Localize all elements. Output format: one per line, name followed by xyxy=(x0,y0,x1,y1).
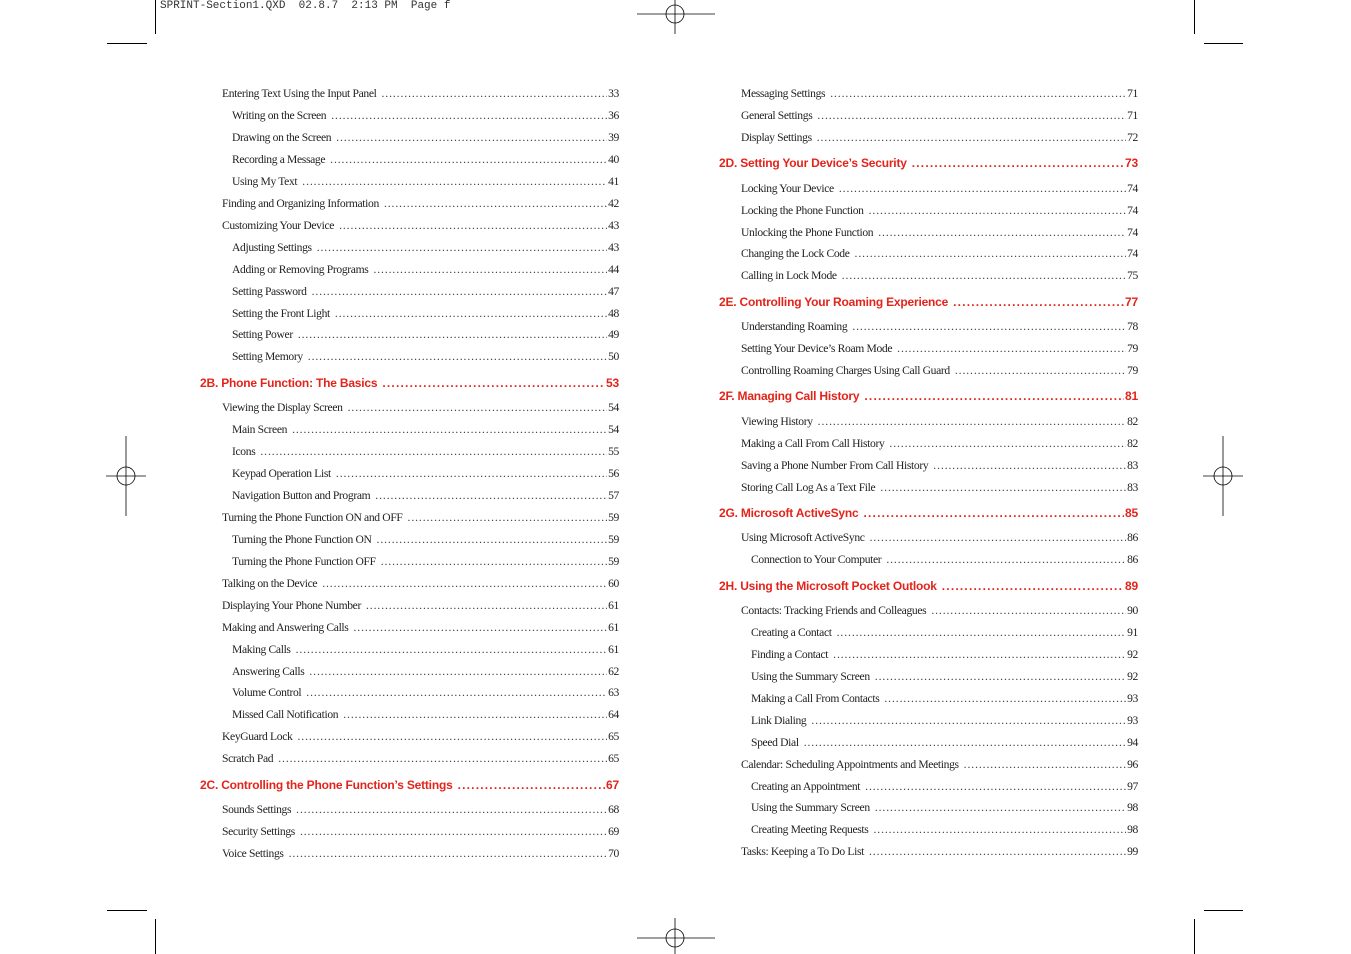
toc-entry xyxy=(232,532,619,548)
toc-entry xyxy=(751,625,1138,641)
toc-page-number: 77 xyxy=(1125,294,1138,309)
toc-entry xyxy=(232,152,619,168)
toc-page-number: 79 xyxy=(1127,364,1138,377)
registration-mark-bottom-icon xyxy=(637,918,715,954)
toc-page-number: 86 xyxy=(1127,531,1138,545)
toc-entry xyxy=(741,757,1138,773)
toc-page-number: 42 xyxy=(608,196,619,210)
toc-entry-title: Navigation Button and Program xyxy=(232,488,375,504)
toc-entry xyxy=(222,218,619,234)
toc-entry-title: Using Microsoft ActiveSync xyxy=(741,530,870,546)
toc-page-number: 62 xyxy=(608,664,619,678)
toc-section-heading xyxy=(719,505,1138,521)
toc-leader-dots xyxy=(955,363,1126,379)
toc-entry-title: Using My Text xyxy=(232,174,302,190)
toc-leader-dots xyxy=(289,846,608,862)
toc-leader-dots xyxy=(297,729,607,745)
toc-entry xyxy=(232,284,619,300)
crop-mark-br-horizontal xyxy=(1204,910,1243,911)
toc-page-number: 63 xyxy=(608,686,619,700)
toc-page-number: 59 xyxy=(608,554,619,568)
print-slug: SPRINT-Section1.QXD 02.8.7 2:13 PM Page f xyxy=(160,0,451,12)
crop-mark-tl-vertical xyxy=(155,0,156,34)
toc-leader-dots xyxy=(878,225,1126,241)
toc-leader-dots xyxy=(308,349,607,365)
toc-entry xyxy=(232,327,619,343)
toc-entry-title: Turning the Phone Function ON xyxy=(232,532,377,548)
toc-entry xyxy=(741,436,1138,452)
toc-leader-dots xyxy=(384,196,607,212)
toc-leader-dots xyxy=(852,319,1126,335)
toc-page-number: 61 xyxy=(608,598,619,612)
toc-entry xyxy=(751,647,1138,663)
toc-entry-title: Locking Your Device xyxy=(741,181,839,197)
toc-entry-title: Speed Dial xyxy=(751,735,804,751)
toc-entry-title: Setting Your Device’s Roam Mode xyxy=(741,341,897,357)
toc-entry-title: Creating an Appointment xyxy=(751,779,865,795)
toc-entry-title: Adding or Removing Programs xyxy=(232,262,373,278)
toc-entry-title: Scratch Pad xyxy=(222,751,278,767)
toc-entry-title: 2G. Microsoft ActiveSync xyxy=(719,505,863,521)
toc-page-number: 55 xyxy=(608,445,619,458)
toc-leader-dots xyxy=(296,802,607,818)
toc-entry xyxy=(751,691,1138,707)
toc-entry-title: General Settings xyxy=(741,108,817,124)
toc-section-heading xyxy=(719,155,1138,171)
toc-page-number: 81 xyxy=(1125,389,1138,404)
toc-leader-dots xyxy=(880,480,1126,496)
toc-entry-title: 2C. Controlling the Phone Function’s Settings xyxy=(200,777,458,793)
toc-leader-dots xyxy=(842,268,1126,284)
toc-entry-title: Drawing on the Screen xyxy=(232,130,336,146)
toc-entry-title: Setting Memory xyxy=(232,349,308,365)
toc-page-number: 93 xyxy=(1127,691,1138,705)
toc-page-number: 83 xyxy=(1127,480,1138,494)
toc-leader-dots xyxy=(833,647,1126,663)
toc-entry-title: Missed Call Notification xyxy=(232,707,343,723)
toc-page-number: 61 xyxy=(608,620,619,634)
toc-leader-dots xyxy=(811,713,1126,729)
toc-entry xyxy=(751,800,1138,816)
toc-section-heading xyxy=(719,388,1138,404)
toc-page-number: 60 xyxy=(608,576,619,590)
toc-page-number: 44 xyxy=(608,262,619,276)
toc-leader-dots xyxy=(330,152,607,168)
toc-entry-title: 2D. Setting Your Device’s Security xyxy=(719,155,912,171)
toc-entry xyxy=(741,181,1138,197)
toc-entry xyxy=(222,824,619,840)
toc-page-number: 71 xyxy=(1127,87,1138,100)
toc-leader-dots xyxy=(875,669,1126,685)
toc-leader-dots xyxy=(884,691,1126,707)
toc-page-number: 93 xyxy=(1127,713,1138,727)
toc-entry-title: Contacts: Tracking Friends and Colleagues xyxy=(741,603,931,619)
toc-leader-dots xyxy=(375,488,607,504)
toc-entry-title: Messaging Settings xyxy=(741,86,830,102)
toc-leader-dots xyxy=(381,554,607,570)
toc-entry-title: Turning the Phone Function ON and OFF xyxy=(222,510,408,526)
toc-entry xyxy=(232,349,619,365)
toc-leader-dots xyxy=(260,444,607,460)
toc-entry-title: Voice Settings xyxy=(222,846,289,862)
toc-leader-dots xyxy=(366,598,607,614)
toc-entry-title: Viewing the Display Screen xyxy=(222,400,348,416)
toc-leader-dots xyxy=(863,505,1124,521)
toc-page-number: 36 xyxy=(608,108,619,122)
toc-section-heading xyxy=(200,777,619,793)
toc-entry-title: Link Dialing xyxy=(751,713,811,729)
toc-page-number: 70 xyxy=(608,846,619,860)
toc-leader-dots xyxy=(335,306,607,322)
toc-entry-title: Making and Answering Calls xyxy=(222,620,353,636)
toc-entry-title: 2B. Phone Function: The Basics xyxy=(200,375,382,391)
crop-mark-tl-horizontal xyxy=(107,43,147,44)
toc-entry xyxy=(741,341,1138,357)
toc-leader-dots xyxy=(875,800,1126,816)
toc-leader-dots xyxy=(377,532,608,548)
toc-page-number: 56 xyxy=(608,466,619,480)
toc-entry-title: Talking on the Device xyxy=(222,576,322,592)
crop-mark-tr-horizontal xyxy=(1204,43,1243,44)
toc-leader-dots xyxy=(865,779,1126,795)
toc-page-number: 40 xyxy=(608,152,619,166)
toc-entry-title: Displaying Your Phone Number xyxy=(222,598,366,614)
toc-entry-title: Turning the Phone Function OFF xyxy=(232,554,381,570)
toc-page-number: 47 xyxy=(608,284,619,298)
toc-leader-dots xyxy=(292,422,607,438)
toc-leader-dots xyxy=(331,108,607,124)
toc-entry xyxy=(751,822,1138,838)
toc-page-number: 50 xyxy=(608,350,619,364)
toc-entry-title: Finding and Organizing Information xyxy=(222,196,384,212)
toc-leader-dots xyxy=(869,203,1126,219)
toc-entry-title: Entering Text Using the Input Panel xyxy=(222,86,381,102)
toc-entry xyxy=(232,685,619,701)
registration-mark-top-icon xyxy=(637,0,715,34)
toc-entry xyxy=(232,642,619,658)
toc-entry xyxy=(741,480,1138,496)
toc-entry-title: Security Settings xyxy=(222,824,300,840)
toc-entry-title: Main Screen xyxy=(232,422,292,438)
toc-page-number: 85 xyxy=(1125,505,1138,520)
toc-entry xyxy=(741,225,1138,241)
toc-entry xyxy=(222,576,619,592)
toc-entry-title: Using the Summary Screen xyxy=(751,669,875,685)
toc-entry xyxy=(741,130,1138,146)
toc-leader-dots xyxy=(302,174,607,190)
toc-page-number: 61 xyxy=(608,642,619,656)
toc-leader-dots xyxy=(804,735,1126,751)
toc-entry xyxy=(232,466,619,482)
toc-leader-dots xyxy=(942,578,1124,594)
toc-entry xyxy=(232,240,619,256)
toc-entry-title: Calendar: Scheduling Appointments and Meetings xyxy=(741,757,964,773)
toc-entry xyxy=(222,751,619,767)
toc-page-number: 74 xyxy=(1127,247,1138,261)
toc-page-number: 57 xyxy=(608,488,619,502)
toc-entry-title: Recording a Message xyxy=(232,152,330,168)
toc-page-number: 78 xyxy=(1127,320,1138,334)
toc-leader-dots xyxy=(855,246,1127,262)
toc-entry-title: Connection to Your Computer xyxy=(751,552,886,568)
toc-entry xyxy=(741,530,1138,546)
toc-page-number: 89 xyxy=(1125,578,1138,593)
toc-leader-dots xyxy=(309,664,607,680)
toc-leader-dots xyxy=(382,375,605,391)
toc-entry-title: Tasks: Keeping a To Do List xyxy=(741,844,869,860)
toc-entry xyxy=(741,203,1138,219)
toc-leader-dots xyxy=(964,757,1126,773)
toc-page-number: 64 xyxy=(608,708,619,722)
toc-entry xyxy=(232,554,619,570)
toc-entry xyxy=(741,108,1138,124)
toc-page-number: 48 xyxy=(608,306,619,320)
toc-entry xyxy=(232,262,619,278)
toc-leader-dots xyxy=(886,552,1126,568)
toc-page-number: 91 xyxy=(1127,625,1138,639)
toc-entry xyxy=(741,414,1138,430)
toc-leader-dots xyxy=(458,777,605,793)
toc-entry xyxy=(222,510,619,526)
toc-entry-title: Making a Call From Call History xyxy=(741,436,889,452)
toc-leader-dots xyxy=(889,436,1126,452)
toc-entry-title: Locking the Phone Function xyxy=(741,203,869,219)
toc-page-number: 71 xyxy=(1127,108,1138,122)
toc-leader-dots xyxy=(373,262,607,278)
toc-page-number: 82 xyxy=(1127,436,1138,450)
toc-page-number: 98 xyxy=(1127,801,1138,815)
toc-leader-dots xyxy=(818,414,1126,430)
toc-entry-title: Volume Control xyxy=(232,685,306,701)
toc-entry xyxy=(751,669,1138,685)
toc-leader-dots xyxy=(933,458,1126,474)
toc-entry xyxy=(741,844,1138,860)
toc-page-number: 86 xyxy=(1127,553,1138,567)
toc-entry xyxy=(222,196,619,212)
toc-leader-dots xyxy=(817,130,1126,146)
toc-page-number: 83 xyxy=(1127,458,1138,472)
toc-entry-title: Calling in Lock Mode xyxy=(741,268,842,284)
toc-page-number: 41 xyxy=(608,174,619,188)
toc-entry xyxy=(222,802,619,818)
toc-leader-dots xyxy=(897,341,1126,357)
toc-leader-dots xyxy=(869,844,1126,860)
toc-entry-title: Making Calls xyxy=(232,642,296,658)
toc-page-number: 74 xyxy=(1127,225,1138,239)
toc-entry-title: Adjusting Settings xyxy=(232,240,317,256)
toc-entry-title: Viewing History xyxy=(741,414,818,430)
toc-page-number: 92 xyxy=(1127,647,1138,661)
toc-entry xyxy=(741,268,1138,284)
toc-leader-dots xyxy=(864,388,1124,404)
toc-page-number: 59 xyxy=(608,532,619,546)
toc-page-number: 65 xyxy=(608,730,619,744)
toc-entry xyxy=(751,552,1138,568)
toc-section-heading xyxy=(200,375,619,391)
toc-page-number: 68 xyxy=(608,803,619,816)
toc-page-number: 33 xyxy=(608,87,619,100)
toc-leader-dots xyxy=(322,576,607,592)
toc-entry-title: Using the Summary Screen xyxy=(751,800,875,816)
toc-page-number: 43 xyxy=(608,240,619,254)
toc-leader-dots xyxy=(317,240,607,256)
toc-entry-title: Customizing Your Device xyxy=(222,218,339,234)
toc-entry xyxy=(232,664,619,680)
toc-entry-title: Setting Password xyxy=(232,284,312,300)
toc-entry xyxy=(741,363,1138,379)
toc-entry-title: Creating a Contact xyxy=(751,625,837,641)
toc-leader-dots xyxy=(339,218,607,234)
crop-mark-tr-vertical xyxy=(1194,0,1195,34)
toc-page-number: 59 xyxy=(608,510,619,524)
toc-entry xyxy=(232,488,619,504)
toc-page-number: 90 xyxy=(1127,603,1138,617)
toc-leader-dots xyxy=(298,327,607,343)
toc-entry xyxy=(232,130,619,146)
toc-leader-dots xyxy=(306,685,607,701)
toc-entry xyxy=(222,400,619,416)
toc-entry xyxy=(751,779,1138,795)
registration-mark-right-icon xyxy=(1203,436,1243,516)
toc-page-number: 82 xyxy=(1127,414,1138,428)
toc-leader-dots xyxy=(931,603,1126,619)
toc-entry-title: Setting Power xyxy=(232,327,298,343)
toc-entry-title: Icons xyxy=(232,444,260,460)
toc-leader-dots xyxy=(278,751,607,767)
toc-entry-title: Setting the Front Light xyxy=(232,306,335,322)
toc-entry xyxy=(232,306,619,322)
toc-entry xyxy=(222,598,619,614)
toc-entry-title: Display Settings xyxy=(741,130,817,146)
toc-page-number: 69 xyxy=(608,824,619,838)
toc-entry-title: Answering Calls xyxy=(232,664,309,680)
crop-mark-bl-vertical xyxy=(155,919,156,954)
toc-page-number: 75 xyxy=(1127,269,1138,283)
crop-mark-bl-horizontal xyxy=(107,910,147,911)
toc-page-number: 54 xyxy=(608,423,619,437)
toc-page-number: 96 xyxy=(1127,757,1138,771)
crop-mark-br-vertical xyxy=(1194,919,1195,954)
toc-entry xyxy=(232,444,619,460)
toc-entry-title: Controlling Roaming Charges Using Call Guard xyxy=(741,363,955,379)
registration-mark-left-icon xyxy=(106,436,146,516)
toc-entry-title: Finding a Contact xyxy=(751,647,833,663)
toc-section-heading xyxy=(719,294,1138,310)
toc-entry xyxy=(222,620,619,636)
toc-page-number: 49 xyxy=(608,328,619,342)
toc-entry-title: Understanding Roaming xyxy=(741,319,852,335)
toc-page-number: 54 xyxy=(608,401,619,415)
toc-section-heading xyxy=(719,578,1138,594)
toc-leader-dots xyxy=(343,707,607,723)
toc-leader-dots xyxy=(408,510,608,526)
toc-page-number: 94 xyxy=(1127,735,1138,749)
toc-page-number: 73 xyxy=(1125,156,1138,171)
toc-entry xyxy=(232,707,619,723)
toc-leader-dots xyxy=(912,155,1124,171)
toc-entry xyxy=(232,422,619,438)
toc-entry-title: Changing the Lock Code xyxy=(741,246,855,262)
toc-entry xyxy=(741,458,1138,474)
toc-leader-dots xyxy=(870,530,1127,546)
toc-leader-dots xyxy=(817,108,1126,124)
toc-entry xyxy=(222,846,619,862)
toc-entry xyxy=(741,246,1138,262)
toc-page-number: 39 xyxy=(608,130,619,144)
toc-leader-dots xyxy=(830,86,1126,102)
toc-page-number: 65 xyxy=(608,752,619,766)
toc-leader-dots xyxy=(839,181,1126,197)
toc-entry-title: 2E. Controlling Your Roaming Experience xyxy=(719,294,953,310)
toc-page-number: 72 xyxy=(1127,130,1138,144)
toc-leader-dots xyxy=(873,822,1126,838)
toc-page-number: 74 xyxy=(1127,181,1138,195)
toc-entry-title: KeyGuard Lock xyxy=(222,729,297,745)
toc-entry xyxy=(751,735,1138,751)
toc-entry-title: Writing on the Screen xyxy=(232,108,331,124)
toc-leader-dots xyxy=(336,130,607,146)
toc-leader-dots xyxy=(381,86,607,102)
toc-entry-title: Unlocking the Phone Function xyxy=(741,225,878,241)
toc-page-number: 74 xyxy=(1127,203,1138,217)
toc-entry xyxy=(222,729,619,745)
toc-entry-title: Sounds Settings xyxy=(222,802,296,818)
toc-entry xyxy=(741,319,1138,335)
toc-page-number: 98 xyxy=(1127,823,1138,837)
toc-page-number: 79 xyxy=(1127,342,1138,356)
toc-page-number: 99 xyxy=(1127,845,1138,859)
toc-entry-title: 2H. Using the Microsoft Pocket Outlook xyxy=(719,578,942,594)
toc-entry xyxy=(741,86,1138,102)
toc-entry-title: 2F. Managing Call History xyxy=(719,388,864,404)
toc-page-number: 92 xyxy=(1127,669,1138,683)
toc-entry-title: Saving a Phone Number From Call History xyxy=(741,458,933,474)
toc-page-number: 97 xyxy=(1127,779,1138,793)
toc-entry-title: Keypad Operation List xyxy=(232,466,336,482)
toc-entry xyxy=(751,713,1138,729)
toc-leader-dots xyxy=(300,824,607,840)
toc-leader-dots xyxy=(348,400,607,416)
toc-page-number: 43 xyxy=(608,218,619,232)
toc-entry xyxy=(741,603,1138,619)
toc-page-number: 53 xyxy=(606,375,619,390)
toc-leader-dots xyxy=(953,294,1124,310)
toc-entry-title: Making a Call From Contacts xyxy=(751,691,884,707)
toc-entry-title: Creating Meeting Requests xyxy=(751,822,873,838)
toc-entry xyxy=(222,86,619,102)
toc-entry xyxy=(232,108,619,124)
toc-leader-dots xyxy=(353,620,607,636)
toc-entry xyxy=(232,174,619,190)
toc-page-number: 67 xyxy=(606,777,619,792)
toc-leader-dots xyxy=(296,642,607,658)
toc-leader-dots xyxy=(312,284,607,300)
toc-leader-dots xyxy=(336,466,607,482)
toc-leader-dots xyxy=(837,625,1126,641)
toc-entry-title: Storing Call Log As a Text File xyxy=(741,480,880,496)
